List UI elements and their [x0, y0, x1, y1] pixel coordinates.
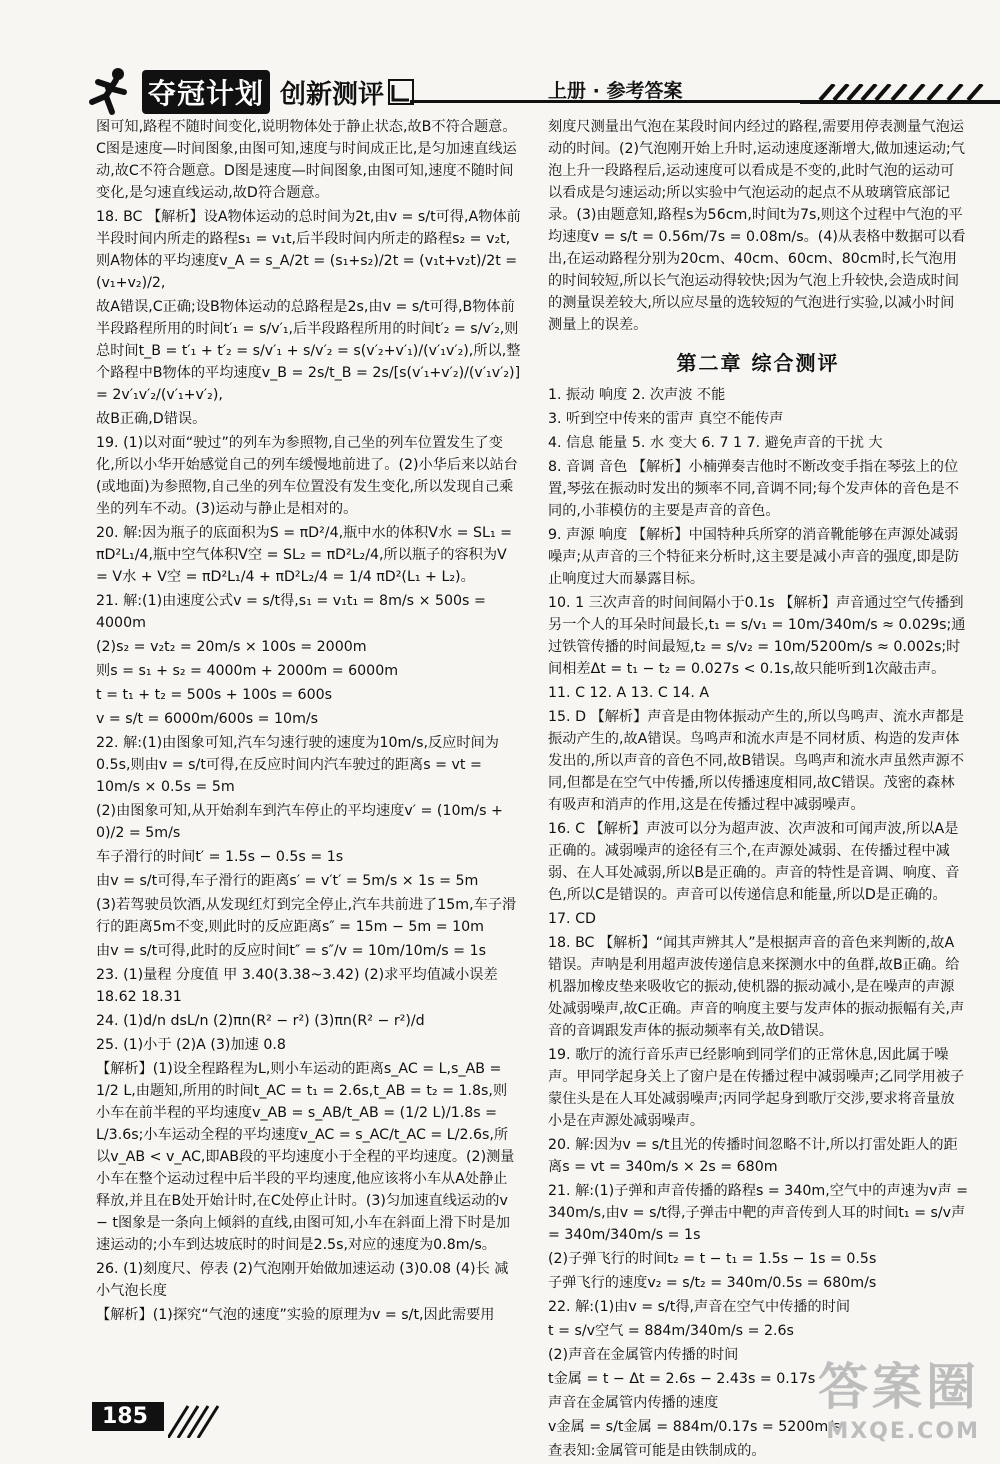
- answer-18: 18. BC 【解析】“闻其声辨其人”是根据声音的音色来判断的,故A错误。声呐是利用超声波传递信息来探测水中的鱼群,故B正确。给机器加橡皮垫来吸收它的振动,使机器的振动减小,是在噪声的声源处减弱噪声,故C正确。声音的响度主要与发声体的振动振幅有关,声音的音调跟发声体的振动频率有关,故D错误。: [548, 935, 965, 1039]
- answer-26: 26. (1)刻度尺、停表 (2)气泡刚开始做加速运动 (3)0.08 (4)长 减小气泡长度: [96, 1261, 509, 1299]
- answer-text: 【解析】(1)探究“气泡的速度”实验的原理为v = s/t,因此需要用: [96, 1307, 495, 1323]
- chapter-title: 第二章 综合测评: [676, 351, 840, 375]
- answer-text: 图可知,路程不随时间变化,说明物体处于静止状态,故B不符合题意。C图是速度—时间图象,由图可知,速度与时间成正比,是匀加速直线运动,故C不符合题意。D图是速度—时间图象,由图可知,速度不随时间变化,是匀速直线运动,故D符合题意。: [96, 119, 517, 201]
- page-number: 185: [92, 1402, 164, 1431]
- header-section-title: 上册 · 参考答案: [548, 80, 683, 102]
- brand-logo: [78, 66, 414, 118]
- footer-stripes-decoration: [168, 1398, 228, 1438]
- answer-10: 10. 1 三次声音的时间间隔小于0.1s 【解析】声音通过空气传播到另一个人的耳朵时间最长,t₁ = s/v₁ = 10m/340m/s ≈ 0.029s;通过铁管传播的时间最短,t₂ = s/v₂ = 10m/5200m/s ≈ 0.002s;时间相差Δt = t₁ − t₂ = 0.027s < 0.1s,故只能听到1次敲击声。: [548, 595, 966, 677]
- watermark-title: 答案圈: [818, 1358, 980, 1416]
- answer-22: 22. 解:(1)由图象可知,汽车匀速行驶的速度为10m/s,反应时间为0.5s,则由v = s/t可得,在反应时间内汽车驶过的距离s = vt = 10m/s × 0.5s = 5m: [96, 735, 499, 795]
- answer-text: 则s = s₁ + s₂ = 4000m + 2000m = 6000m: [96, 663, 399, 679]
- answer-text: 故B正确,D错误。: [96, 411, 207, 427]
- answer-text: 子弹飞行的速度v₂ = s/t₂ = 340m/0.5s = 680m/s: [548, 1275, 877, 1291]
- answer-17: 17. CD: [548, 911, 596, 927]
- answer-text: 【解析】(1)设全程路程为L,则小车运动的距离s_AC = L,s_AB = 1/2 L,由题知,所用的时间t_AC = t₁ = 2.6s,t_AB = t₂ = 1.8s,则小车在前半程的平均速度v_AB = s_AB/t_AB = (1/2 L)/1.8s = L/3.6s;小车运动全程的平均速度v_AC = s_AC/t_AC = L/2.6s,所以v_AB < v_AC,即AB段的平均速度小于全程的平均速度。(2)测量小车在整个运动过程中后半段的平均速度,他应该将小车从A处静止释放,并且在B处开始计时,在C处停止计时。(3)匀加速直线运动的v − t图象是一条向上倾斜的直线,由图可知,小车在斜面上滑下时是加速运动的;小车到达坡底时的时间是2.5s,对应的速度为0.8m/s。: [96, 1061, 515, 1253]
- answer-text: 查表知:金属管可能是由铁制成的。: [548, 1443, 766, 1459]
- answer-9: 9. 声源 响度 【解析】中国特种兵所穿的消音靴能够在声源处减弱噪声;从声音的三个特征来分析时,这主要是减小声音的强度,即是防止响度过大而暴露目标。: [548, 527, 960, 587]
- runner-icon: [78, 66, 138, 118]
- answer-19: 19. 歌厅的流行音乐声已经影响到同学们的正常休息,因此属于噪声。甲同学起身关上了窗户是在传播过程中减弱噪声;乙同学用被子蒙住头是在人耳处减弱噪声;丙同学起身到歌厅交涉,要求将音量放小是在声源处减弱噪声。: [548, 1047, 965, 1129]
- answer-19: 19. (1)以对面“驶过”的列车为参照物,自己坐的列车位置发生了变化,所以小华开始感觉自己的列车缓慢地前进了。(2)小华后来以站台(或地面)为参照物,自己坐的列车位置没有发生变化,所以发现自己乘坐的列车不动。(3)运动与静止是相对的。: [96, 435, 518, 517]
- answer-text: (2)由图象可知,从开始刹车到汽车停止的平均速度v′ = (10m/s + 0)/2 = 5m/s: [96, 803, 503, 841]
- answer-3: 3. 听到空中传来的雷声 真空不能传声: [548, 411, 784, 427]
- answer-11-14: 11. C 12. A 13. C 14. A: [548, 685, 710, 701]
- answer-16: 16. C 【解析】声波可以分为超声波、次声波和可闻声波,所以A是正确的。减弱噪声的途径有三个,在声源处减弱、在传播过程中减弱、在人耳处减弱,所以B是正确的。声音的特性是音调、响度、音色,所以C是错误的。声音可以传递信息和能量,所以D是正确的。: [548, 821, 960, 903]
- answer-4-7: 4. 信息 能量 5. 水 变大 6. 7 1 7. 避免声音的干扰 大: [548, 435, 883, 451]
- logo-subtitle: 创新测评: [280, 79, 385, 110]
- logo-title: 夺冠计划: [142, 70, 270, 114]
- answer-24: 24. (1)d/n dsL/n (2)πn(R² − r²) (3)πn(R² − r²)/d: [96, 1013, 425, 1029]
- answer-text: (3)若驾驶员饮酒,从发现红灯到完全停止,汽车共前进了15m,车子滑行的距离5m不变,则此时的反应距离s″ = 15m − 5m = 10m: [96, 897, 517, 935]
- watermark-url: MXQE.COM: [826, 1419, 980, 1444]
- answer-25: 25. (1)小于 (2)A (3)加速 0.8: [96, 1037, 286, 1053]
- answer-20: 20. 解:因为v = s/t且光的传播时间忽略不计,所以打雷处距人的距离s = vt = 340m/s × 2s = 680m: [548, 1137, 958, 1175]
- answer-18: 18. BC 【解析】设A物体运动的总时间为2t,由v = s/t可得,A物体前半段时间内所走的路程s₁ = v₁t,后半段时间内所走的路程s₂ = v₂t,则A物体的平均速度v_A = s_A/2t = (s₁+s₂)/2t = (v₁t+v₂t)/2t = (v₁+v₂)/2,: [96, 209, 521, 291]
- left-column: [96, 116, 521, 1328]
- answer-text: 由v = s/t可得,车子滑行的距离s′ = v′t′ = 5m/s × 1s = 5m: [96, 873, 479, 889]
- answer-20: 20. 解:因为瓶子的底面积为S = πD²/4,瓶中水的体积V水 = SL₁ = πD²L₁/4,瓶中空气体积V空 = SL₂ = πD²L₂/4,所以瓶子的容积为V = V水 + V空 = πD²L₁/4 + πD²L₂/4 = 1/4 πD²(L₁ + L₂)。: [96, 525, 513, 585]
- answer-21: 21. 解:(1)子弹和声音传播的路程s = 340m,空气中的声速为v声 = 340m/s,由v = s/t得,子弹击中靶的声音传到人耳的时间t₁ = s/v声 = 340m/340m/s = 1s: [548, 1183, 969, 1243]
- answer-text: t金属 = t − Δt = 2.6s − 2.43s = 0.17s: [548, 1371, 816, 1387]
- answer-23: 23. (1)量程 分度值 甲 3.40(3.38~3.42) (2)求平均值减小误差 18.62 18.31: [96, 967, 498, 1005]
- answer-22: 22. 解:(1)由v = s/t得,声音在空气中传播的时间: [548, 1299, 851, 1315]
- answer-text: v金属 = s/t金属 = 884m/0.17s = 5200m/s: [548, 1419, 841, 1435]
- answer-text: t = t₁ + t₂ = 500s + 100s = 600s: [96, 687, 333, 703]
- header-stripes-decoration: [800, 84, 1000, 106]
- right-column: [548, 116, 968, 1464]
- answer-text: 故A错误,C正确;设B物体运动的总路程是2s,由v = s/t可得,B物体前半段路程所用的时间t′₁ = s/v′₁,后半段路程所用的时间t′₂ = s/v′₂,则总时间t_B = t′₁ + t′₂ = s/v′₁ + s/v′₂ = s(v′₂+v′₁)/(v′₁v′₂),所以,整个路程中B物体的平均速度v_B = 2s/t_B = 2s/[s(v′₁+v′₂)/(v′₁v′₂)] = 2v′₁v′₂/(v′₁+v′₂),: [96, 299, 521, 403]
- answer-text: 车子滑行的时间t′ = 1.5s − 0.5s = 1s: [96, 849, 344, 865]
- answer-text: t = s/v空气 = 884m/340m/s = 2.6s: [548, 1323, 794, 1339]
- answer-text: v = s/t = 6000m/600s = 10m/s: [96, 711, 319, 727]
- answer-text: (2)子弹飞行的时间t₂ = t − t₁ = 1.5s − 1s = 0.5s: [548, 1251, 877, 1267]
- answer-text: (2)声音在金属管内传播的时间: [548, 1347, 739, 1363]
- watermark: [818, 1347, 980, 1444]
- answer-text: 声音在金属管内传播的速度: [548, 1395, 719, 1411]
- answer-8: 8. 音调 音色 【解析】小楠弹奏吉他时不断改变手指在琴弦上的位置,琴弦在振动时发出的频率不同,音调不同;每个发声体的音色是不同的,小菲模仿的主要是声音的音色。: [548, 459, 960, 519]
- page-header: [0, 0, 1000, 112]
- answer-15: 15. D 【解析】声音是由物体振动产生的,所以鸟鸣声、流水声都是振动产生的,故A错误。鸟鸣声和流水声是不同材质、构造的发声体发出的,所以声音的音色不同,故B错误。鸟鸣声和流水声虽然声源不同,但都是在空气中传播,所以传播速度相同,故C错误。茂密的森林有吸声和消声的作用,这是在传播过程中减弱噪声。: [548, 709, 965, 813]
- answer-1-2: 1. 振动 响度 2. 次声波 不能: [548, 387, 726, 403]
- answer-text: 由v = s/t可得,此时的反应时间t″ = s″/v = 10m/10m/s = 1s: [96, 943, 486, 959]
- answer-21: 21. 解:(1)由速度公式v = s/t得,s₁ = v₁t₁ = 8m/s × 500s = 4000m: [96, 593, 486, 631]
- answer-text: (2)s₂ = v₂t₂ = 20m/s × 100s = 2000m: [96, 639, 367, 655]
- answer-text: 刻度尺测量出气泡在某段时间内经过的路程,需要用停表测量气泡运动的时间。(2)气泡刚开始上升时,运动速度逐渐增大,做加速运动;气泡上升一段路程后,运动速度可以看成是不变的,此时气泡的运动可以看成是匀速运动;所以实验中气泡运动的起点不从玻璃管底部记录。(3)由题意知,路程s为56cm,时间t为7s,则这个过程中气泡的平均速度v = s/t = 0.56m/7s = 0.08m/s。(4)从表格中数据可以看出,在运动路程分别为20cm、40cm、60cm、80cm时,长气泡用的时间较短,所以长气泡运动得较快;因为气泡上升较快,会造成时间的测量误差较大,所以应尽量的选较短的气泡进行实验,以减小时间测量上的误差。: [548, 119, 966, 333]
